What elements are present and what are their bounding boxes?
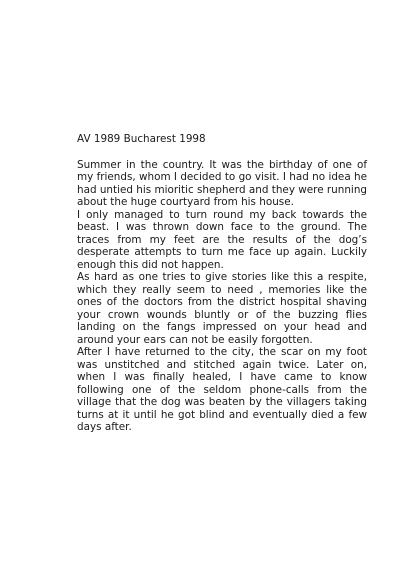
paragraph-3: As hard as one tries to give stories like this a respite, which they really seem to need , memories like the ones of the doctors from the district hospital shaving your crown wounds bluntly or of the buzzing flies landing on the fangs impressed on your head and around your ears can not be easily forgotten.	[77, 271, 367, 346]
document-heading: AV 1989 Bucharest 1998	[77, 133, 206, 145]
paragraph-1: Summer in the country. It was the birthday of one of my friends, whom I decided to go visit. I had no idea he had untied his mioritic shepherd and they were running about the huge courtyard from his house.	[77, 158, 367, 208]
text-block	[77, 133, 367, 434]
paragraph-2: I only managed to turn round my back towards the beast. I was thrown down face to the ground. The traces from my feet are the results of the dog’s desperate attempts to turn me face up again. Luckily enough this did not happen.	[77, 208, 367, 271]
paragraph-4: After I have returned to the city, the scar on my foot was unstitched and stitched again twice. Later on, when I was finally healed, I have came to know following one of the seldom phone-calls from the village that the dog was beaten by the villagers taking turns at it until he got blind and eventually died a few days after.	[77, 346, 367, 433]
